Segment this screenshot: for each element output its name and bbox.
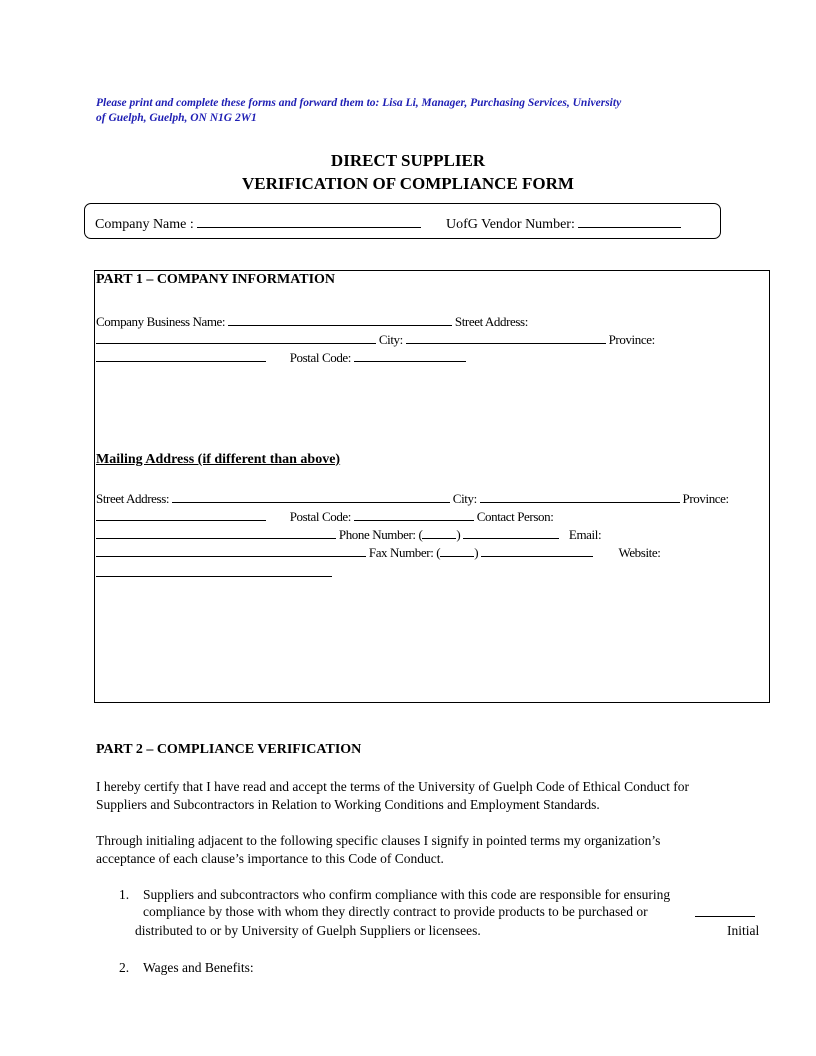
company-name-row: [95, 215, 421, 233]
instructions-line-2: of Guelph, Guelph, ON N1G 2W1: [96, 112, 257, 124]
clause-1-number: 1.: [119, 887, 130, 902]
initialing-para-line-1: Through initialing adjacent to the following specific clauses I signify in pointed terms my organization’s: [96, 833, 661, 848]
city-label: City:: [378, 332, 403, 347]
mailing-address-heading: Mailing Address (if different than above): [96, 452, 341, 467]
vendor-number-row: [446, 215, 681, 233]
contact-person-field[interactable]: [96, 526, 336, 539]
certify-para-line-1: I hereby certify that I have read and accept the terms of the University of Guelph Code of Ethical Conduct for: [96, 779, 690, 794]
province-label: Province:: [608, 332, 655, 347]
website-row: [96, 564, 332, 581]
city-field[interactable]: [406, 331, 606, 344]
phone-label: Phone Number: (: [338, 527, 423, 542]
clause-1-line-2-row: [143, 904, 648, 920]
fax-area-code-field[interactable]: [440, 544, 474, 557]
business-name-label: Company Business Name:: [96, 314, 226, 329]
instructions-line-1: Please print and complete these forms and forward them to: Lisa Li, Manager, Purchasing Services, University: [96, 97, 622, 109]
mailing-province-field[interactable]: [96, 508, 266, 521]
vendor-number-field[interactable]: [578, 215, 681, 228]
province-field[interactable]: [96, 349, 266, 362]
phone-number-field[interactable]: [463, 526, 559, 539]
email-field[interactable]: [96, 544, 366, 557]
website-field[interactable]: [96, 564, 332, 577]
mailing-province-label: Province:: [682, 491, 729, 506]
fax-close-paren: ): [474, 545, 479, 560]
fax-number-field[interactable]: [481, 544, 593, 557]
postal-code-label: Postal Code:: [289, 350, 352, 365]
business-name-row: [96, 313, 528, 330]
website-label: Website:: [618, 545, 661, 560]
business-name-field[interactable]: [228, 313, 452, 326]
vendor-number-label: UofG Vendor Number:: [446, 217, 575, 232]
mailing-street-field[interactable]: [172, 490, 450, 503]
email-label: Email:: [568, 527, 602, 542]
postal-code-field[interactable]: [354, 349, 466, 362]
part2-heading: PART 2 – COMPLIANCE VERIFICATION: [96, 742, 362, 757]
phone-area-code-field[interactable]: [422, 526, 456, 539]
mailing-city-field[interactable]: [480, 490, 680, 503]
part1-heading: PART 1 – COMPANY INFORMATION: [96, 272, 336, 287]
contact-person-label: Contact Person:: [476, 509, 554, 524]
certify-para-line-2: Suppliers and Subcontractors in Relation to Working Conditions and Employment Standards.: [96, 797, 600, 812]
province-postal-row: [96, 349, 466, 366]
street-address-field[interactable]: [96, 331, 376, 344]
clause-1-line-1: Suppliers and subcontractors who confirm compliance with this code are responsible for ensuring: [143, 887, 671, 902]
company-name-label: Company Name :: [95, 217, 194, 232]
fax-label: Fax Number: (: [368, 545, 441, 560]
street-address-label: Street Address:: [454, 314, 528, 329]
mailing-city-label: City:: [452, 491, 477, 506]
clause-1-line-2: compliance by those with whom they directly contract to provide products to be purchased or: [143, 904, 648, 919]
phone-close-paren: ): [456, 527, 461, 542]
mailing-street-label: Street Address:: [96, 491, 170, 506]
email-fax-row: [96, 544, 660, 561]
company-name-field[interactable]: [197, 215, 421, 228]
mailing-postal-field[interactable]: [354, 508, 474, 521]
clause-1-line-3: distributed to or by University of Guelph Suppliers or licensees.: [135, 923, 481, 938]
form-title-line-1: DIRECT SUPPLIER: [330, 151, 486, 170]
mailing-postal-label: Postal Code:: [289, 509, 352, 524]
form-title-line-2: VERIFICATION OF COMPLIANCE FORM: [242, 174, 574, 193]
street-city-row: [96, 331, 655, 348]
mailing-street-city-row: [96, 490, 729, 507]
clause-2-number: 2.: [119, 960, 130, 975]
clause-1-initial-field[interactable]: [695, 904, 755, 917]
clause-2-line-1: Wages and Benefits:: [143, 960, 254, 975]
contact-phone-row: [96, 526, 601, 543]
mailing-postal-contact-row: [96, 508, 553, 525]
clause-1-initial-label: Initial: [727, 923, 760, 938]
initialing-para-line-2: acceptance of each clause’s importance to this Code of Conduct.: [96, 851, 444, 866]
